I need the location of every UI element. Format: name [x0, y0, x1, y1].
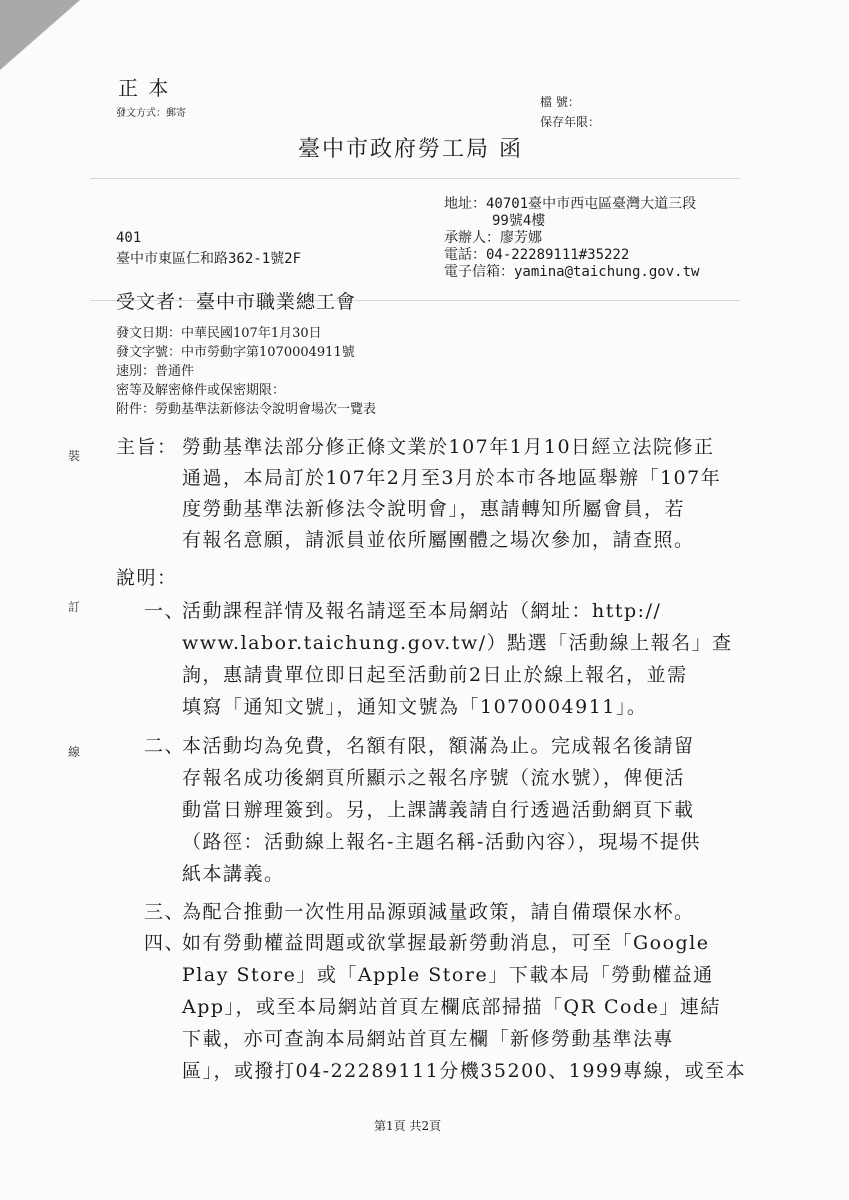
margin-mark-ding: 訂 [68, 600, 81, 614]
subject-line: 勞動基準法部分修正條文業於107年1月10日經立法院修正 [182, 436, 715, 458]
recipient: 受文者：臺中市職業總工會 [116, 291, 357, 313]
file-no-label: 檔 號： [540, 95, 580, 109]
item-line: 詢，惠請貴單位即日起至活動前2日止於線上報名，並需 [182, 664, 688, 686]
issue-date: 發文日期：中華民國107年1月30日 [116, 326, 322, 341]
item-line: 填寫「通知文號」，通知文號為「1070004911」。 [182, 696, 648, 718]
page-number: 第1頁 共2頁 [374, 1119, 442, 1133]
item-line: 區」，或撥打04-22289111分機35200、1999專線，或至本 [182, 1060, 747, 1082]
item-line: 動當日辦理簽到。另，上課講義請自行透過活動網頁下載 [182, 799, 695, 821]
item-line: 如有勞動權益問題或欲掌握最新勞動消息，可至「Google [182, 932, 710, 954]
document-title: 臺中市政府勞工局 函 [298, 137, 523, 162]
sender-contact: 承辦人：廖芳娜 [444, 230, 542, 246]
subject-line: 有報名意願，請派員並依所屬團體之場次參加，請查照。 [182, 529, 695, 551]
confidentiality: 密等及解密條件或保密期限： [116, 383, 286, 398]
recipient-zip: 401 [116, 230, 142, 246]
recipient-street: 臺中市東區仁和路362-1號2F [116, 251, 302, 267]
item-number: 四、 [144, 932, 186, 954]
subject-line: 通過，本局訂於107年2月至3月於本市各地區舉辦「107年 [182, 467, 722, 489]
copy-label: 正 本 [118, 76, 171, 100]
item-line: www.labor.taichung.gov.tw/）點選「活動線上報名」查 [182, 632, 733, 654]
item-line: 活動課程詳情及報名請逕至本局網站（網址：http:// [182, 600, 662, 622]
delivery-speed: 速別：普通件 [116, 364, 195, 379]
send-method: 發文方式：郵寄 [116, 108, 186, 119]
subject-line: 度勞動基準法新修法令說明會」，惠請轉知所屬會員，若 [182, 498, 686, 520]
reference-number: 發文字號：中市勞動字第1070004911號 [116, 345, 355, 360]
item-line: 本活動均為免費，名額有限，額滿為止。完成報名後請留 [182, 735, 695, 757]
sender-address-line2: 99號4樓 [492, 213, 546, 229]
item-line: 為配合推動一次性用品源頭減量政策，請自備環保水杯。 [182, 901, 695, 923]
attachment: 附件：勞動基準法新修法令說明會場次一覽表 [116, 402, 377, 417]
explanation-label: 說明： [116, 567, 178, 589]
item-line: （路徑：活動線上報名-主題名稱-活動內容），現場不提供 [182, 831, 701, 853]
bleed-through-line [90, 178, 740, 179]
sender-email: 電子信箱：yamina@taichung.gov.tw [444, 264, 700, 280]
item-line: App」，或至本局網站首頁左欄底部掃描「QR Code」連結 [182, 996, 721, 1018]
item-line: 下載，亦可查詢本局網站首頁左欄「新修勞動基準法專 [182, 1028, 675, 1050]
sender-phone: 電話：04-22289111#35222 [444, 247, 630, 263]
item-number: 三、 [144, 901, 186, 923]
margin-mark-xian: 線 [68, 745, 81, 759]
retention-label: 保存年限： [540, 115, 601, 129]
item-number: 二、 [144, 735, 186, 757]
item-line: 紙本講義。 [182, 863, 285, 885]
folded-corner [0, 0, 80, 70]
item-line: Play Store」或「Apple Store」下載本局「勞動權益通 [182, 964, 714, 986]
item-line: 存報名成功後網頁所顯示之報名序號（流水號），俾便活 [182, 767, 686, 789]
item-number: 一、 [144, 600, 186, 622]
subject-label: 主旨： [116, 436, 178, 458]
sender-address-line1: 地址：40701臺中市西屯區臺灣大道三段 [444, 196, 697, 212]
margin-mark-zhuang: 裝 [68, 449, 81, 463]
